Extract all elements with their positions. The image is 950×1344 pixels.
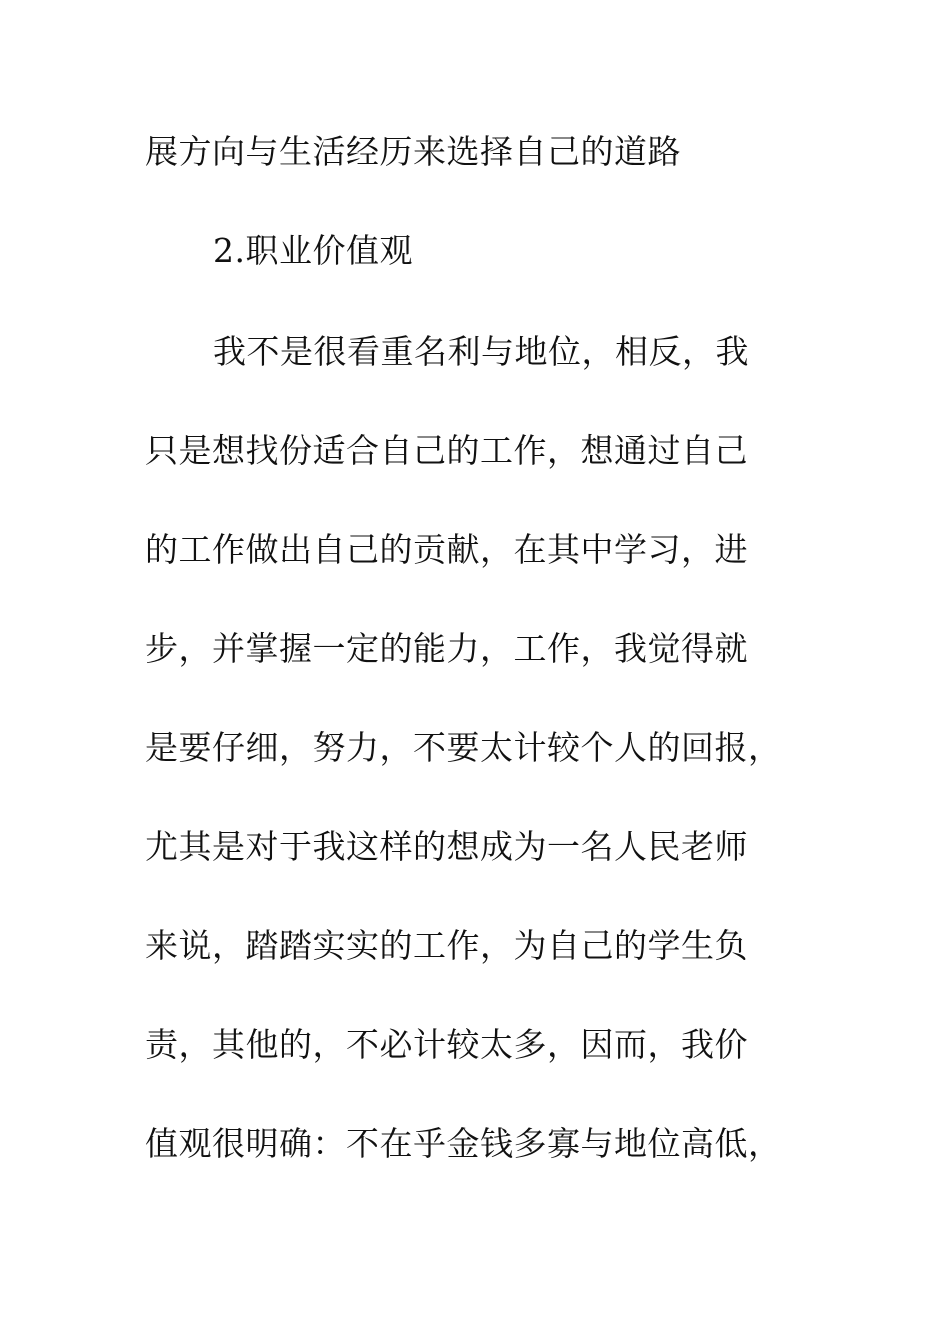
paragraph-line: 尤其是对于我这样的想成为一名人民老师 <box>145 827 748 866</box>
paragraph-line: 值观很明确：不在乎金钱多寡与地位高低， <box>145 1124 782 1163</box>
paragraph-line: 来说，踏踏实实的工作，为自己的学生负 <box>145 926 748 965</box>
paragraph-line: 我不是很看重名利与地位，相反，我 <box>213 332 749 371</box>
paragraph-line: 责，其他的，不必计较太多，因而，我价 <box>145 1025 748 1064</box>
paragraph-line: 的工作做出自己的贡献，在其中学习，进 <box>145 530 748 569</box>
paragraph-line: 步，并掌握一定的能力，工作，我觉得就 <box>145 629 748 668</box>
section-heading: 2.职业价值观 <box>213 231 413 270</box>
paragraph-line: 是要仔细，努力，不要太计较个人的回报， <box>145 728 782 767</box>
paragraph-line: 展方向与生活经历来选择自己的道路 <box>145 132 681 171</box>
paragraph-line: 只是想找份适合自己的工作，想通过自己 <box>145 431 748 470</box>
